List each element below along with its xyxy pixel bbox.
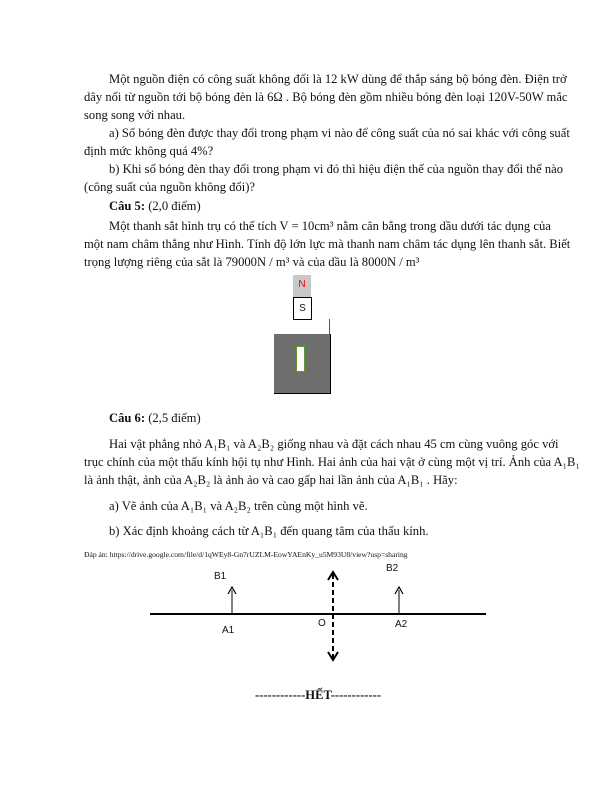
label-a2: A2: [395, 619, 408, 630]
q4-a-line-1: a) Số bóng đèn được thay đổi trong phạm vi nào để công suất của nó sai khác với công suất: [109, 126, 570, 140]
label-o: O: [318, 618, 326, 629]
q5-line-3: trọng lượng riêng của sắt là 79000N / m³ và của dầu là 8000N / m³: [84, 255, 420, 269]
magnet-north-pole: N: [293, 275, 311, 297]
label-b2: B2: [386, 563, 399, 574]
q6-a: a) Vẽ ảnh của A₁B₁ và A₂B₂ trên cùng một hình vẽ.: [109, 499, 368, 513]
q5-points: (2,0 điểm): [145, 199, 201, 213]
label-a1: A1: [222, 625, 235, 636]
q4-line-1: Một nguồn điện có công suất không đổi là 12 kW dùng để thắp sáng bộ bóng đèn. Điện trở: [109, 72, 567, 86]
q4-a-line-2: định mức không quá 4%?: [84, 144, 214, 158]
q4-line-2: dây nối từ nguồn tới bộ bóng đèn là 6Ω . Bộ bóng đèn gồm nhiều bóng đèn loại 120V-50W mắc: [84, 90, 568, 104]
q6-line-3: là ảnh thật, ảnh của A₂B₂ là ảnh ảo và cao gấp hai lần ảnh của A₁B₁ . Hãy:: [84, 473, 458, 487]
q6-line-2: trục chính của một thấu kính hội tụ như Hình. Hai ảnh của hai vật ở cùng một vị trí. Ảnh của A₁B₁: [84, 455, 580, 469]
answer-link[interactable]: Đáp án: https://drive.google.com/file/d/1qWEy8-Gn7rUZLM-EowYAEnKy_u5M93U8/view?usp=sharing: [84, 550, 408, 559]
q4-b-line-2: (công suất của nguồn không đổi)?: [84, 180, 256, 194]
q6-points: (2,5 điểm): [145, 411, 201, 425]
q4-b-line-1: b) Khi số bóng đèn thay đổi trong phạm vi đó thì hiệu điện thế của nguồn thay đổi thế nào: [109, 162, 563, 176]
magnet-south-pole: S: [293, 297, 312, 320]
q5-line-1: Một thanh sắt hình trụ có thể tích V = 10cm³ nằm cân bằng trong dầu dưới tác dụng của: [109, 219, 551, 233]
q4-line-3: song song với nhau.: [84, 108, 186, 122]
q6-b: b) Xác định khoảng cách từ A₁B₁ đến quang tâm của thấu kính.: [109, 524, 429, 538]
label-b1: B1: [214, 571, 227, 582]
end-marker: ------------HẾT------------: [254, 688, 382, 702]
q5-line-2: một nam châm thẳng như Hình. Tính độ lớn lực mà thanh nam châm tác dụng lên thanh sắt. Biết: [84, 237, 571, 251]
q5-title: Câu 5:: [109, 199, 146, 213]
q6-title: Câu 6:: [109, 411, 146, 425]
q6-line-1: Hai vật phẳng nhỏ A₁B₁ và A₂B₂ giống nhau và đặt cách nhau 45 cm cùng vuông góc với: [109, 437, 559, 451]
